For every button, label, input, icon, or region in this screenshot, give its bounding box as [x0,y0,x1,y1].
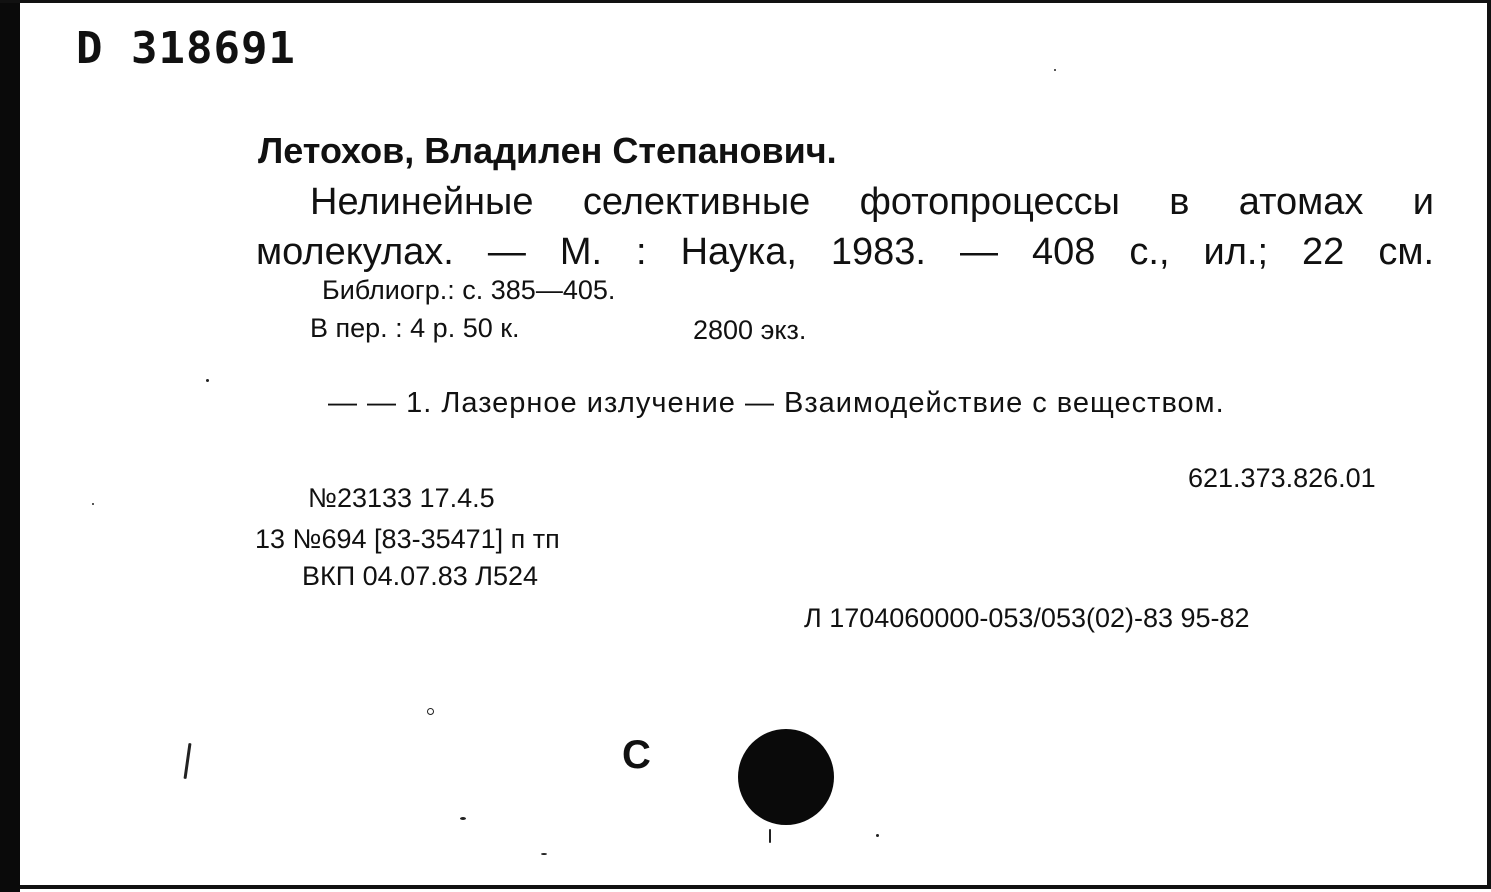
scan-speck [184,743,192,779]
author-heading: Летохов, Владилен Степанович. [258,130,837,171]
scan-speck [769,829,771,843]
print-run: 2800 экз. [693,315,807,345]
scan-speck [92,503,94,505]
accession-line-3: ВКП 04.07.83 Л524 [302,561,539,591]
card-left-edge [0,3,20,892]
scan-speck [427,708,434,715]
publisher-code: Л 1704060000-053/053(02)-83 95-82 [804,603,1250,633]
scan-speck [1054,69,1056,71]
accession-line-1: №23133 17.4.5 [308,483,495,513]
title-line-1: Нелинейные селективные фотопроцессы в атомах и [310,183,1434,223]
subject-heading: — — 1. Лазерное излучение — Взаимодействие с веществом. [328,387,1225,419]
title-line-2: молекулах. — М. : Наука, 1983. — 408 с., ил.; 22 см. [256,233,1434,273]
price-note: В пер. : 4 р. 50 к. [310,313,520,343]
scan-speck [206,379,209,382]
udc-classification: 621.373.826.01 [1188,463,1376,493]
card-mark-letter: С [622,733,651,777]
scan-speck [876,834,879,837]
scan-speck [541,853,547,855]
bibliography-note: Библиогр.: с. 385—405. [322,275,616,305]
punch-hole-dot [738,729,834,825]
accession-line-2: 13 №694 [83-35471] п тп [255,524,560,554]
scan-speck [460,817,466,820]
call-number: D 318691 [76,23,296,74]
